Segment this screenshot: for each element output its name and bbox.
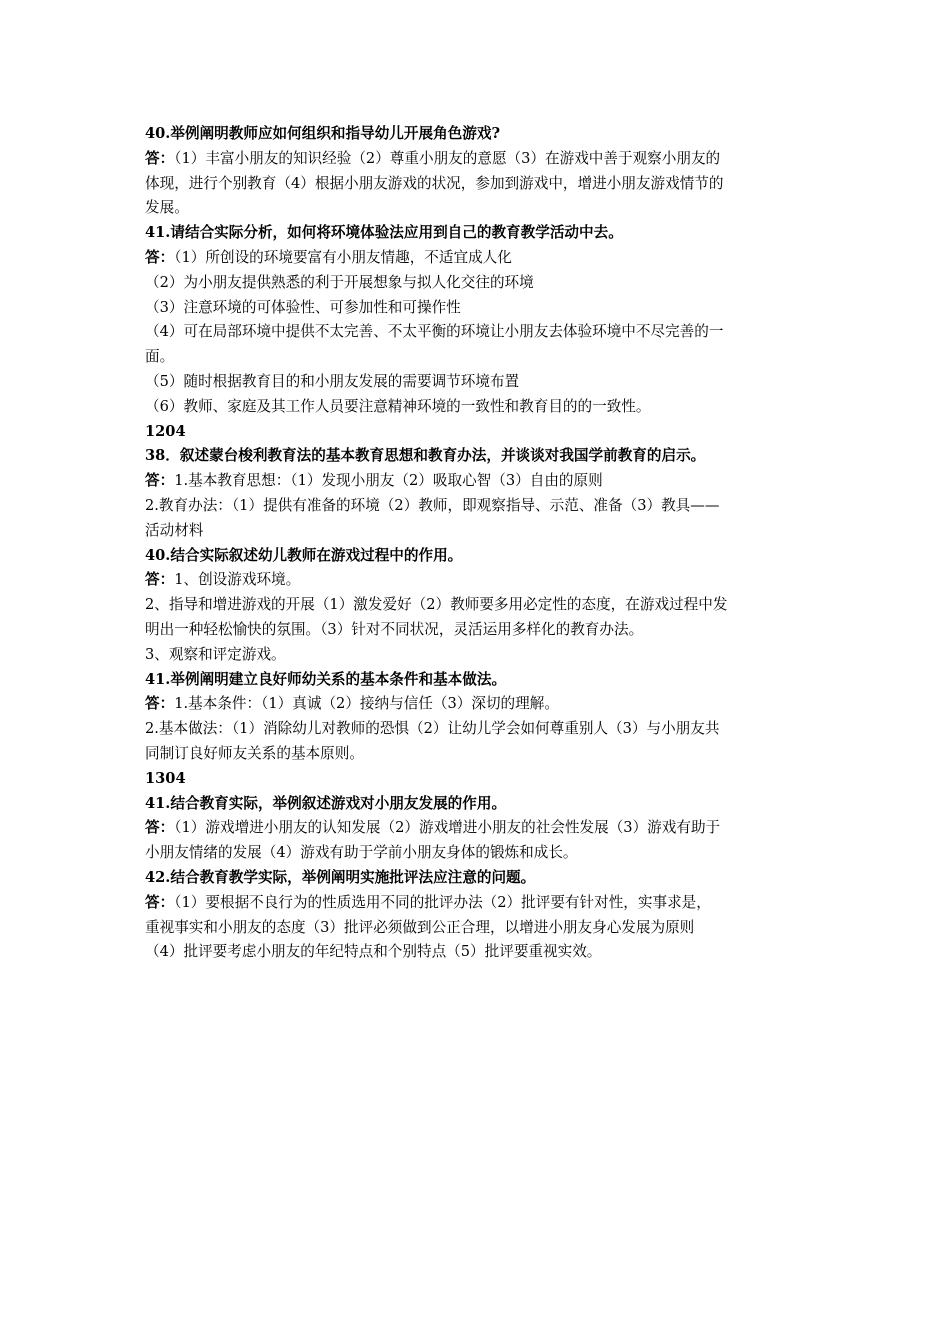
answer-label: 答： (145, 149, 175, 167)
answer-text: 1.基本条件：（1）真诚（2）接纳与信任（3）深切的理解。 (174, 695, 559, 713)
body-text-line: 2、指导和增进游戏的开展（1）激发爱好（2）教师要多用必定性的态度，在游戏过程中发 (145, 596, 728, 614)
question-heading: 41.结合教育实际，举例叙述游戏对小朋友发展的作用。 (145, 794, 507, 812)
body-text-line: 面。 (145, 348, 175, 366)
document-body (145, 122, 810, 965)
body-text-line: 体现，进行个别教育（4）根据小朋友游戏的状况，参加到游戏中，增进小朋友游戏情节的 (145, 174, 724, 192)
question-heading: 42.结合教育教学实际，举例阐明实施批评法应注意的问题。 (145, 868, 536, 886)
question-heading: 41.请结合实际分析，如何将环境体验法应用到自己的教育教学活动中去。 (145, 224, 623, 242)
body-text-line: 2.教育办法：（1）提供有准备的环境（2）教师，即观察指导、示范、准备（3）教具—— (145, 496, 720, 514)
question-heading: 40.举例阐明教师应如何组织和指导幼儿开展角色游戏? (145, 125, 501, 142)
answer-text: 1.基本教育思想：（1）发现小朋友（2）吸取心智（3）自由的原则 (174, 472, 603, 490)
answer-line (145, 816, 810, 841)
answer-text: （1）游戏增进小朋友的认知发展（2）游戏增进小朋友的社会性发展（3）游戏有助于 (174, 819, 721, 837)
body-text-line: 重视事实和小朋友的态度（3）批评必须做到公正合理，以增进小朋友身心发展为原则 (145, 918, 695, 936)
body-text-line: 活动材料 (145, 521, 204, 539)
answer-text: （1）要根据不良行为的性质选用不同的批评办法（2）批评要有针对性，实事求是， (174, 893, 711, 911)
answer-line (145, 246, 810, 271)
body-text-line: 3、观察和评定游戏。 (145, 645, 286, 663)
question-heading: 40.结合实际叙述幼儿教师在游戏过程中的作用。 (145, 546, 463, 564)
body-text-line: （4）批评要考虑小朋友的年纪特点和个别特点（5）批评要重视实效。 (145, 943, 602, 961)
question-heading: 38．叙述蒙台梭利教育法的基本教育思想和教育办法，并谈谈对我国学前教育的启示。 (145, 447, 706, 465)
body-text-line: 明出一种轻松愉快的氛围。（3）针对不同状况，灵活运用多样化的教育办法。 (145, 620, 644, 638)
question-heading: 41.举例阐明建立良好师幼关系的基本条件和基本做法。 (145, 670, 507, 688)
answer-text: （1）所创设的环境要富有小朋友情趣，不适宜成人化 (174, 248, 512, 266)
body-text-line: （4）可在局部环境中提供不太完善、不太平衡的环境让小朋友去体验环境中不尽完善的一 (145, 323, 724, 341)
answer-line (145, 568, 810, 593)
answer-label: 答： (145, 472, 175, 490)
answer-line (145, 147, 810, 172)
answer-label: 答： (145, 571, 175, 589)
answer-line (145, 891, 810, 916)
answer-line (145, 692, 810, 717)
body-text-line: 发展。 (145, 199, 189, 217)
exam-section-code: 1304 (145, 769, 186, 787)
exam-section-code: 1204 (145, 422, 186, 440)
body-text-line: （5）随时根据教育目的和小朋友发展的需要调节环境布置 (145, 372, 520, 390)
answer-label: 答： (145, 819, 175, 837)
body-text-line: （6）教师、家庭及其工作人员要注意精神环境的一致性和教育目的的一致性。 (145, 397, 651, 415)
answer-label: 答： (145, 893, 175, 911)
answer-text: 1、创设游戏环境。 (174, 571, 301, 589)
body-text-line: （2）为小朋友提供熟悉的利于开展想象与拟人化交往的环境 (145, 273, 534, 291)
body-text-line: 2.基本做法：（1）消除幼儿对教师的恐惧（2）让幼儿学会如何尊重别人（3）与小朋友共 (145, 720, 720, 738)
answer-label: 答： (145, 695, 175, 713)
answer-text: （1）丰富小朋友的知识经验（2）尊重小朋友的意愿（3）在游戏中善于观察小朋友的 (174, 149, 721, 167)
body-text-line: 同制订良好师友关系的基本原则。 (145, 744, 364, 762)
body-text-line: 小朋友情绪的发展（4）游戏有助于学前小朋友身体的锻炼和成长。 (145, 844, 578, 862)
body-text-line: （3）注意环境的可体验性、可参加性和可操作性 (145, 298, 461, 316)
answer-label: 答： (145, 248, 175, 266)
answer-line (145, 469, 810, 494)
